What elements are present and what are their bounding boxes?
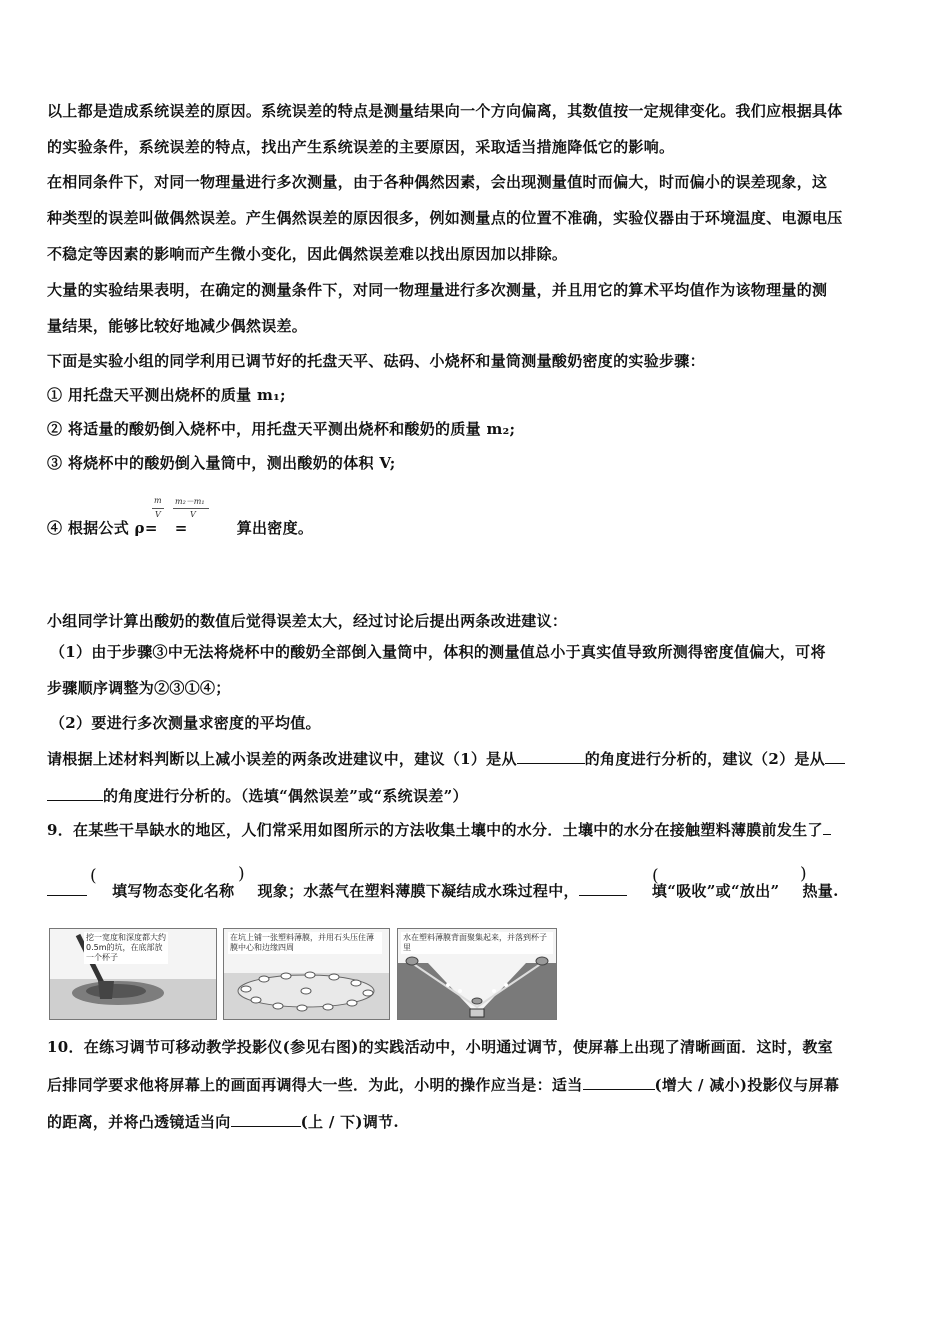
q9-line-2 — [47, 881, 839, 900]
text-line: 在相同条件下，对同一物理量进行多次测量，由于各种偶然因素，会出现测量值时而偏大，时而偏小的误差现象，这 — [47, 173, 828, 191]
paren-close: ) — [238, 864, 245, 884]
question-text: 的角度进行分析的。（选填“偶然误差”或“系统误差”） — [103, 787, 468, 805]
question-line — [47, 749, 845, 768]
step-3: ③ 将烧杯中的酸奶倒入量筒中，测出酸奶的体积 V; — [47, 454, 396, 472]
paren-open: ( — [652, 866, 659, 886]
fraction-1-numerator: m — [154, 496, 162, 505]
paren-close: ) — [800, 864, 807, 884]
q10-line-1: 10．在练习调节可移动教学投影仪(参见右图)的实践活动中，小明通过调节，使屏幕上出现了清晰画面．这时，教室 — [47, 1038, 833, 1056]
q10-text: 后排同学要求他将屏幕上的画面再调得大一些．为此，小明的操作应当是：适当 — [47, 1076, 583, 1094]
step-4-suffix: 算出密度。 — [236, 519, 314, 537]
paren-open: ( — [90, 866, 97, 886]
q10-text: 的距离，并将凸透镜适当向 — [47, 1113, 231, 1131]
q10-text: (上 / 下)调节. — [300, 1113, 399, 1131]
figure-cover-film — [223, 928, 390, 1020]
text-line: 种类型的误差叫做偶然误差。产生偶然误差的原因很多，例如测量点的位置不准确，实验仪器由于环境温度、电源电压 — [47, 209, 843, 227]
fraction-2-bar — [173, 508, 209, 509]
fraction-1-bar — [152, 508, 164, 509]
fraction-1-denominator: V — [155, 510, 161, 519]
q9-hint-1: 填写物态变化名称 — [112, 882, 235, 900]
text-line: 小组同学计算出酸奶的数值后觉得误差太大，经过讨论后提出两条改进建议： — [47, 612, 568, 630]
suggestion-1: （1）由于步骤③中无法将烧杯中的酸奶全部倒入量筒中，体积的测量值总小于真实值导致所测得密度值偏大，可将 — [50, 643, 826, 661]
text-line: 量结果，能够比较好地减少偶然误差。 — [47, 317, 308, 335]
text-line: 下面是实验小组的同学利用已调节好的托盘天平、砝码、小烧杯和量筒测量酸奶密度的实验步骤： — [47, 352, 705, 370]
text-line: 以上都是造成系统误差的原因。系统误差的特点是测量结果向一个方向偏离，其数值按一定规律变化。我们应根据具体 — [47, 102, 843, 120]
q9-hint-2: 填“吸收”或“放出” — [651, 882, 780, 900]
suggestion-1-cont: 步骤顺序调整为②③①④； — [47, 679, 231, 697]
question-text: 请根据上述材料判断以上减小误差的两条改进建议中，建议（1）是从 — [47, 750, 517, 768]
question-text: 的角度进行分析的，建议（2）是从 — [584, 750, 825, 768]
step-1: ① 用托盘天平测出烧杯的质量 m₁; — [47, 386, 286, 404]
figure-3-caption: 水在塑料薄膜背面聚集起来，并落到杯子里 — [401, 932, 553, 954]
q9-blank-1-cont[interactable] — [47, 881, 87, 896]
suggestion-2: （2）要进行多次测量求密度的平均值。 — [50, 714, 321, 732]
q10-line-3 — [47, 1112, 399, 1131]
text-line: 不稳定等因素的影响而产生微小变化，因此偶然误差难以找出原因加以排除。 — [47, 245, 568, 263]
answer-blank-2-cont[interactable] — [47, 786, 103, 801]
q10-text: (增大 / 减小)投影仪与屏幕 — [654, 1076, 840, 1094]
q9-text: 现象；水蒸气在塑料薄膜下凝结成水珠过程中， — [257, 882, 579, 900]
q10-blank-2[interactable] — [231, 1112, 301, 1127]
q9-blank-2[interactable] — [579, 881, 627, 896]
answer-blank-2[interactable] — [825, 749, 845, 764]
q10-line-2 — [47, 1075, 839, 1094]
question-line-2 — [47, 786, 468, 805]
q9-text: 9．在某些干旱缺水的地区，人们常采用如图所示的方法收集土壤中的水分．土壤中的水分在接触塑料薄膜前发生了 — [47, 821, 823, 839]
step-4-prefix: ④ 根据公式 ρ= — [47, 519, 158, 537]
step-2: ② 将适量的酸奶倒入烧杯中，用托盘天平测出烧杯和酸奶的质量 m₂; — [47, 420, 516, 438]
figure-dig-pit — [49, 928, 217, 1020]
answer-blank-1[interactable] — [517, 749, 585, 764]
step-4-equals: = — [174, 519, 188, 537]
figure-water-collect — [397, 928, 557, 1020]
q9-text: 热量. — [802, 882, 839, 900]
figure-2-caption: 在坑上铺一张塑料薄膜，并用石头压住薄膜中心和边缘四周 — [228, 932, 382, 954]
text-line: 大量的实验结果表明，在确定的测量条件下，对同一物理量进行多次测量，并且用它的算术平均值作为该物理量的测 — [47, 281, 828, 299]
figure-1-caption: 挖一宽度和深度都大约0.5m的坑，在底部放一个杯子 — [86, 933, 166, 962]
fraction-2-denominator: V — [190, 510, 196, 519]
q10-blank-1[interactable] — [583, 1075, 655, 1090]
q9-blank-1[interactable] — [823, 820, 831, 835]
text-line: 的实验条件，系统误差的特点，找出产生系统误差的主要原因，采取适当措施降低它的影响。 — [47, 138, 675, 156]
fraction-2-numerator: m₂－m₁ — [175, 497, 205, 506]
step-4 — [47, 519, 313, 537]
q9-line-1 — [47, 820, 831, 839]
